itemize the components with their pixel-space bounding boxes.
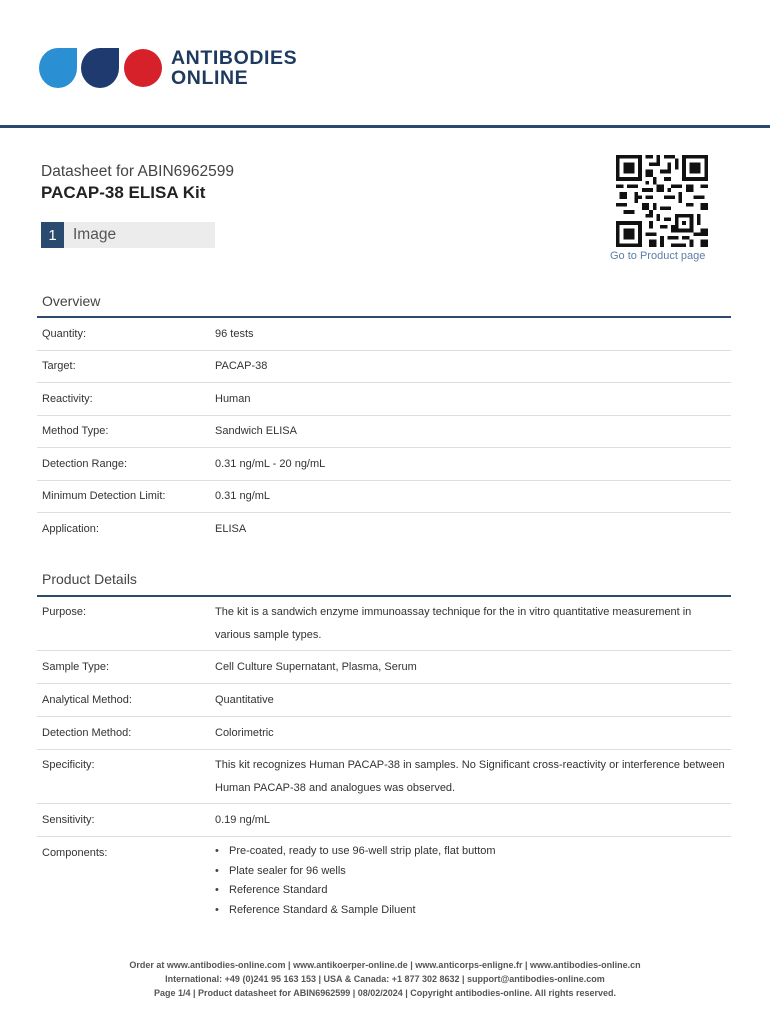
footer-page-info: Page 1/4 | Product datasheet for ABIN6962599 | 08/02/2024 | Copyright antibodies-online. All rights reserved. bbox=[153, 988, 617, 998]
overview-table bbox=[37, 318, 731, 545]
row-value bbox=[215, 837, 731, 924]
brand-logo[interactable] bbox=[38, 46, 297, 90]
row-key: Purpose: bbox=[42, 606, 87, 618]
image-link-number: 1 bbox=[41, 222, 64, 248]
table-row bbox=[37, 684, 731, 717]
row-key: Detection Range: bbox=[42, 457, 127, 470]
row-key: Analytical Method: bbox=[42, 694, 132, 706]
row-key: Target: bbox=[42, 360, 76, 373]
qr-code[interactable] bbox=[613, 155, 711, 247]
image-link[interactable] bbox=[41, 222, 215, 248]
row-key: Specificity: bbox=[42, 759, 95, 771]
table-row bbox=[37, 804, 731, 837]
row-value: This kit recognizes Human PACAP-38 in samples. No Significant cross-reactivity or interference between Human PACAP-38 and analogues was observed. bbox=[215, 759, 725, 794]
row-value: 0.31 ng/mL bbox=[215, 490, 271, 503]
row-value: PACAP-38 bbox=[215, 360, 268, 373]
brand-wordmark bbox=[171, 48, 297, 88]
product-details-title: Product Details bbox=[42, 571, 137, 587]
table-row bbox=[37, 750, 731, 804]
row-key: Reactivity: bbox=[42, 392, 93, 405]
datasheet-label: Datasheet for ABIN6962599 bbox=[41, 163, 235, 180]
brand-line-2: ONLINE bbox=[171, 67, 249, 89]
table-row bbox=[37, 717, 731, 750]
footer-order-links[interactable]: Order at www.antibodies-online.com | www.antikoerper-online.de | www.anticorps-enligne.fr | www.antibodies-online.cn bbox=[129, 960, 641, 970]
table-row bbox=[37, 448, 731, 481]
list-item: • Plate sealer for 96 wells bbox=[215, 862, 725, 882]
table-row bbox=[37, 837, 731, 924]
table-row bbox=[37, 651, 731, 684]
product-title: PACAP-38 ELISA Kit bbox=[41, 183, 206, 202]
row-value: 0.31 ng/mL - 20 ng/mL bbox=[215, 457, 326, 470]
row-key: Sensitivity: bbox=[42, 814, 95, 826]
row-value: 0.19 ng/mL bbox=[215, 814, 271, 826]
table-row bbox=[37, 351, 731, 384]
components-list bbox=[215, 842, 725, 920]
footer-contact: International: +49 (0)241 95 163 153 | USA & Canada: +1 877 302 8632 | support@antibodies-online.com bbox=[165, 974, 605, 984]
row-value: Sandwich ELISA bbox=[215, 425, 297, 438]
table-row bbox=[37, 597, 731, 651]
row-key: Method Type: bbox=[42, 425, 109, 438]
header-divider bbox=[0, 125, 770, 128]
row-key: Detection Method: bbox=[42, 727, 132, 739]
row-key: Minimum Detection Limit: bbox=[42, 490, 166, 503]
image-link-label: Image bbox=[73, 226, 117, 243]
row-key: Components: bbox=[42, 847, 108, 859]
product-details-table bbox=[37, 597, 731, 924]
row-key: Sample Type: bbox=[42, 661, 110, 673]
list-item: • Pre-coated, ready to use 96-well strip plate, flat buttom bbox=[215, 842, 725, 862]
row-value: Human bbox=[215, 392, 251, 405]
list-item: • Reference Standard & Sample Diluent bbox=[215, 901, 725, 921]
row-value: Colorimetric bbox=[215, 727, 274, 739]
table-row bbox=[37, 513, 731, 545]
row-key: Quantity: bbox=[42, 327, 87, 340]
brand-logo-mark bbox=[38, 48, 164, 88]
list-item: • Reference Standard bbox=[215, 881, 725, 901]
table-row bbox=[37, 416, 731, 449]
row-value: ELISA bbox=[215, 522, 247, 535]
row-key: Application: bbox=[42, 522, 99, 535]
row-value: 96 tests bbox=[215, 327, 254, 340]
page-footer bbox=[0, 958, 770, 1000]
product-page-link[interactable]: Go to Product page bbox=[610, 250, 706, 262]
row-value: The kit is a sandwich enzyme immunoassay technique for the in vitro quantitative measurement in various sample types. bbox=[215, 606, 692, 641]
table-row bbox=[37, 481, 731, 514]
overview-title: Overview bbox=[42, 293, 101, 309]
table-row bbox=[37, 383, 731, 416]
brand-line-1: ANTIBODIES bbox=[171, 47, 298, 69]
row-value: Cell Culture Supernatant, Plasma, Serum bbox=[215, 661, 417, 673]
row-value: Quantitative bbox=[215, 694, 274, 706]
table-row bbox=[37, 318, 731, 351]
